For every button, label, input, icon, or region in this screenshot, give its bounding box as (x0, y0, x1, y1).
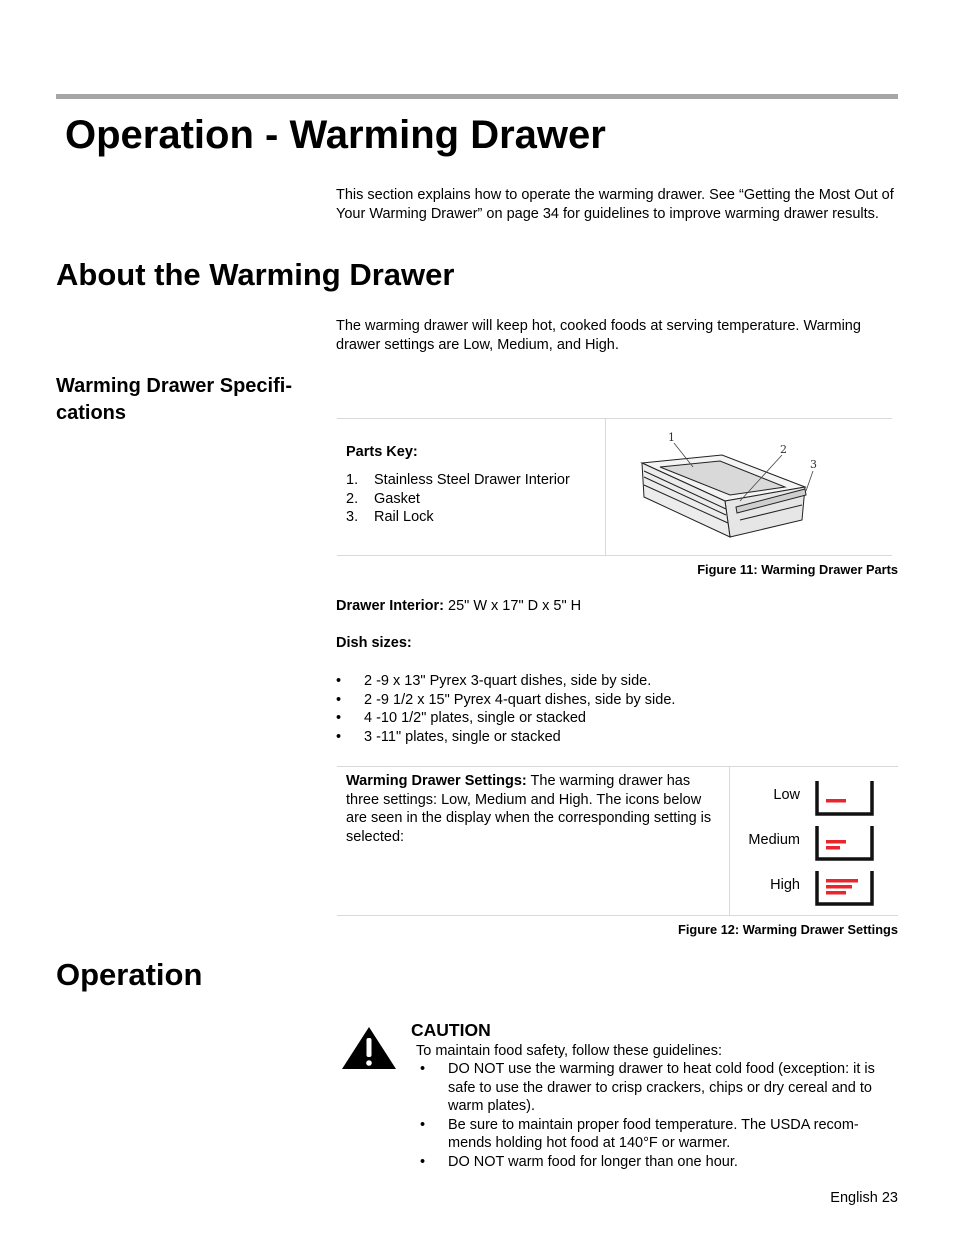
warning-triangle-icon (340, 1025, 398, 1071)
bullet: • (336, 728, 342, 745)
heat-level-bar (826, 885, 852, 889)
figure12-bottom-rule (337, 915, 898, 916)
callout-3: 3 (810, 458, 817, 471)
drawer-interior (336, 597, 898, 616)
caution-item (420, 1116, 898, 1153)
heat-level-bar (826, 846, 840, 850)
settings-paragraph (346, 772, 721, 846)
callout-1: 1 (668, 431, 675, 444)
callout-2: 2 (780, 443, 787, 456)
bullet: • (420, 1154, 426, 1170)
caution-item-text: Be sure to maintain proper food temperature. The USDA recom-mends holding hot food at 140°F or warmer. (448, 1116, 859, 1152)
figure11-caption: Figure 11: Warming Drawer Parts (697, 562, 898, 577)
settings-label: Warming Drawer Settings: (346, 773, 527, 789)
settings-text: The warming drawer has three settings: Low, Medium and High. The icons below are seen in the display when the corresponding setting is selected: (346, 773, 712, 845)
figure11-divider (605, 418, 606, 556)
caution-item-text: DO NOT use the warming drawer to heat cold food (exception: it is safe to use the drawer to crisp crackers, chips or dry cereal and to warm plates). (448, 1061, 875, 1115)
parts-list-label: Stainless Steel Drawer Interior (374, 472, 570, 488)
parts-list-label: Rail Lock (374, 509, 434, 526)
list-item-text: 2 -9 1/2 x 15" Pyrex 4-quart dishes, side by side. (364, 691, 676, 708)
heat-level-bar (826, 879, 858, 883)
header-rule (56, 94, 898, 99)
list-item-text: 4 -10 1/2" plates, single or stacked (364, 710, 586, 727)
figure12-top-rule (337, 766, 898, 767)
list-item (336, 709, 898, 728)
figure11-bottom-rule (337, 555, 892, 556)
list-item (336, 728, 898, 747)
heat-level-medium-icon (814, 824, 876, 862)
parts-list-number: 3. (346, 509, 359, 526)
operation-heading: Operation (56, 957, 203, 992)
list-item (336, 672, 898, 691)
dish-sizes-label: Dish sizes: (336, 635, 412, 651)
heat-level-bar (826, 840, 846, 844)
caution-list (420, 1060, 898, 1175)
parts-key-label: Parts Key: (346, 444, 418, 460)
heat-level-low-icon (814, 779, 876, 817)
parts-list-item (346, 508, 601, 527)
heat-level-label: Medium (748, 832, 800, 848)
heat-level-bar (826, 799, 846, 803)
figure12-caption: Figure 12: Warming Drawer Settings (678, 922, 898, 937)
caution-item (420, 1153, 898, 1172)
caution-item (420, 1060, 898, 1116)
heat-level-high-icon (814, 869, 876, 907)
list-item-text: 2 -9 x 13" Pyrex 3-quart dishes, side by side. (364, 673, 652, 689)
caution-title: CAUTION (411, 1020, 491, 1040)
intro-paragraph: This section explains how to operate the warming drawer. See “Getting the Most Out of Your Warming Drawer” on page 34 for guidelines to improve warming drawer results. (336, 187, 894, 222)
list-item (336, 691, 898, 710)
about-heading: About the Warming Drawer (56, 257, 455, 292)
specs-heading-line2: cations (56, 402, 127, 424)
page-footer: English 23 (830, 1190, 898, 1206)
specs-heading-line1: Warming Drawer Specifi- (56, 375, 292, 397)
heat-level-label: High (770, 877, 800, 893)
dish-sizes-list (336, 672, 898, 752)
figure11-top-rule (337, 418, 892, 419)
heat-level-label: Low (773, 787, 800, 803)
heat-level-bar (826, 891, 846, 895)
drawer-interior-label: Drawer Interior: (336, 598, 444, 614)
bullet: • (420, 1061, 426, 1077)
parts-list-label: Gasket (374, 490, 420, 507)
specs-heading (56, 373, 326, 427)
parts-list (346, 471, 601, 527)
warming-drawer-illustration (630, 425, 825, 545)
parts-list-number: 2. (346, 490, 359, 507)
heat-levels (720, 776, 890, 912)
drawer-interior-value: 25" W x 17" D x 5" H (443, 598, 582, 614)
bullet: • (336, 673, 342, 689)
page-title: Operation - Warming Drawer (65, 113, 606, 157)
bullet: • (336, 691, 342, 708)
parts-list-item (346, 490, 601, 509)
caution-item-text: DO NOT warm food for longer than one hour. (448, 1154, 738, 1170)
about-paragraph: The warming drawer will keep hot, cooked foods at serving temperature. Warming drawer settings are Low, Medium, and High. (336, 318, 861, 353)
list-item-text: 3 -11" plates, single or stacked (364, 728, 561, 745)
parts-list-item (346, 471, 601, 490)
bullet: • (336, 710, 342, 727)
parts-list-number: 1. (346, 472, 359, 488)
bullet: • (420, 1116, 426, 1133)
caution-intro: To maintain food safety, follow these guidelines: (416, 1043, 723, 1059)
